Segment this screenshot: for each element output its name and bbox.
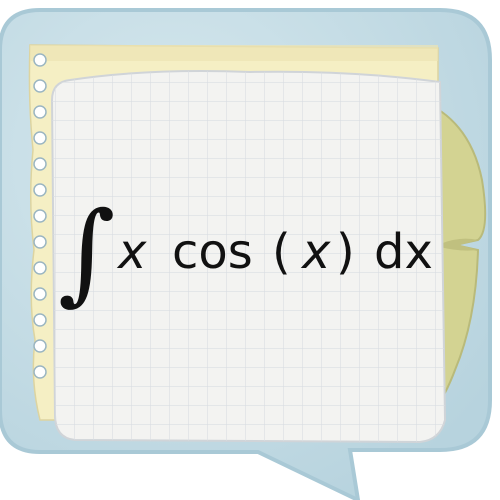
- formula-function: cos: [172, 224, 253, 280]
- formula-differential: dx: [374, 224, 433, 280]
- formula-variable: x: [118, 224, 147, 280]
- integral-sign: ∫: [58, 188, 116, 316]
- formula-open-paren: (: [272, 224, 291, 280]
- formula-argument: x: [302, 224, 331, 280]
- formula-close-paren: ): [336, 224, 355, 280]
